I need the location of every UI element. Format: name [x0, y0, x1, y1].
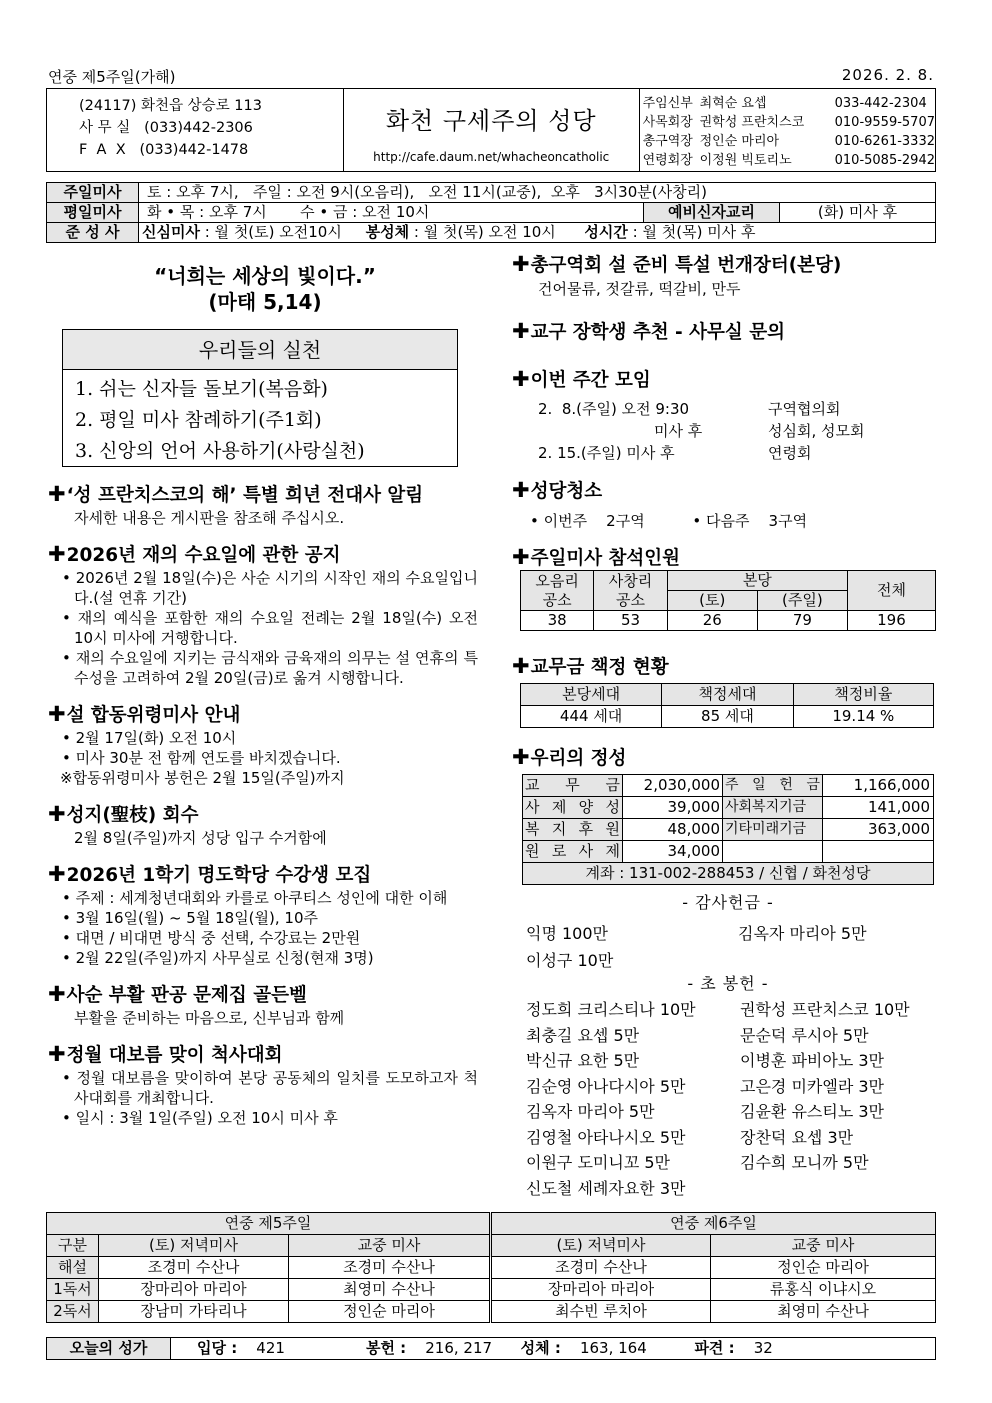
candle-title: - 초 봉헌 - — [687, 974, 769, 993]
att-value: 79 — [757, 611, 847, 631]
candle-entry: 김옥자 마리아 5만 — [526, 1102, 655, 1121]
thanks-entry: 김옥자 마리아 5만 — [738, 924, 867, 943]
notice-bullet: • 주제 : 세계청년대회와 카를로 아쿠티스 성인에 대한 이해 — [62, 889, 448, 907]
address: (24117) 화천읍 상승로 113 — [79, 98, 262, 114]
offer-label: 기타미래기금 — [723, 819, 823, 841]
notice-bullet: • 2월 17일(화) 오전 10시 — [62, 729, 237, 747]
left-notices — [48, 482, 478, 1128]
offer-amount: 141,000 — [823, 797, 934, 819]
levy-value: 444 세대 — [521, 706, 662, 728]
date: 2026. 2. 8. — [841, 66, 934, 84]
levy-header: 책정세대 — [662, 684, 793, 706]
scholar-title: ✚교구 장학생 추천 - 사무실 문의 — [512, 319, 785, 343]
candle-entry: 이병훈 파비아노 3만 — [740, 1051, 884, 1070]
notice-line: 자세한 내용은 게시판을 참조해 주십시오. — [74, 509, 345, 527]
att-value: 53 — [594, 611, 667, 631]
roster-col-label: 구분 — [47, 1235, 99, 1257]
roster-name: 최영미 수산나 — [711, 1301, 936, 1323]
notice-section — [48, 1042, 478, 1128]
notice-title: ✚‘성 프란치스코의 해’ 특별 희년 전대사 알림 — [48, 482, 424, 506]
staff-row — [643, 151, 935, 170]
staff-phone: 010-9559-5707 — [834, 115, 935, 130]
cleaning-title: ✚성당청소 — [512, 478, 603, 502]
offer-amount: 48,000 — [623, 819, 723, 841]
att-value: 196 — [847, 611, 935, 631]
staff-role: 총구역장 — [642, 134, 693, 149]
thanks-entry: 이성구 10만 — [526, 951, 614, 970]
practice-item: 2. 평일 미사 참례하기(주1회) — [75, 409, 322, 431]
cross-icon: ✚ — [48, 802, 66, 826]
staff-name: 정인순 마리아 — [699, 134, 780, 149]
cross-icon: ✚ — [48, 862, 66, 886]
meeting-row — [512, 442, 936, 464]
thanks-title: - 감사헌금 - — [682, 893, 774, 912]
candle-entry: 김순영 아나다시아 5만 — [526, 1076, 686, 1096]
info-box — [46, 88, 936, 172]
thanks-entry: 익명 100만 — [526, 924, 608, 943]
thanks-list — [526, 920, 936, 974]
roster-col-sat: (토) 저녁미사 — [491, 1235, 711, 1257]
offer-amount: 2,030,000 — [623, 775, 723, 797]
catechism-label: 예비신자교리 — [644, 203, 780, 223]
candle-entry: 정도희 크리스티나 10만 — [526, 1000, 696, 1019]
week-title: 연중 제5주일(가해) — [48, 68, 176, 86]
offer-amount: 363,000 — [823, 819, 934, 841]
cross-icon: ✚ — [48, 982, 66, 1006]
practice-title: 우리들의 실천 — [63, 330, 457, 370]
att-value: 38 — [521, 611, 594, 631]
notice-title: ✚정월 대보름 맞이 척사대회 — [48, 1042, 283, 1066]
offer-amount: 34,000 — [623, 841, 723, 863]
offer-amount — [823, 841, 934, 863]
att-h-total: 전체 — [847, 571, 935, 611]
levy-title: ✚교무금 책정 현황 — [512, 654, 669, 678]
meeting-event: 성심회, 성모회 — [768, 422, 865, 440]
practice-item: 1. 쉬는 신자들 돌보기(복음화) — [75, 378, 328, 400]
notice-bullet: • 정월 대보름을 맞이하여 본당 공동체의 일치를 도모하고자 척사대회를 개최합니다. — [62, 1069, 478, 1107]
sunday-mass-label: 주일미사 — [47, 183, 139, 203]
practice-item: 3. 신앙의 언어 사용하기(사랑실천) — [75, 440, 365, 462]
roster-role: 1독서 — [47, 1279, 99, 1301]
offer-label: 사 제 양 성 — [523, 797, 623, 819]
meeting-row — [512, 420, 936, 442]
att-h-sun: (주일) — [757, 591, 847, 611]
candle-entry: 신도철 세례자요한 3만 — [526, 1178, 686, 1198]
cafe-url[interactable]: http://cafe.daum.net/whacheoncatholic — [373, 150, 610, 164]
notice-section — [48, 862, 478, 968]
candle-entry: 박신규 요한 5만 — [526, 1051, 640, 1070]
notice-bullet: • 미사 30분 전 함께 연도를 바치겠습니다. — [62, 749, 341, 767]
sacrament-label: 준 성 사 — [47, 223, 139, 243]
offer-label: 교 무 금 — [523, 775, 623, 797]
office-phone: 사 무 실 (033)442-2306 — [79, 120, 253, 136]
sacrament-text: 신심미사 : 월 첫(토) 오전10시 봉성체 : 월 첫(목) 오전 10시 성시간 : 월 첫(목) 미사 후 — [139, 223, 936, 243]
offer-amount: 39,000 — [623, 797, 723, 819]
att-h-main: 본당 — [667, 571, 847, 591]
candle-entry: 김수희 모니까 5만 — [740, 1153, 869, 1172]
candle-entry: 최충길 요셉 5만 — [526, 1025, 640, 1045]
meeting-date: 2. 8.(주일) 오전 9:30 — [538, 400, 690, 418]
meeting-list — [512, 398, 936, 464]
notice-title: ✚설 합동위령미사 안내 — [48, 702, 241, 726]
att-h-sachangri: 사창리 공소 — [594, 571, 667, 611]
hymns-label: 오늘의 성가 — [47, 1338, 171, 1359]
staff-phone: 033-442-2304 — [834, 96, 927, 111]
attendance-title: ✚주일미사 참석인원 — [512, 545, 681, 569]
sunday-mass-text: 토 : 오후 7시, 주일 : 오전 9시(오음리), 오전 11시(교중), 오후 3시30분(사창리) — [139, 183, 936, 203]
roster-name: 정인순 마리아 — [289, 1301, 491, 1323]
meeting-title: ✚이번 주간 모임 — [512, 367, 651, 391]
levy-header: 책정비율 — [793, 684, 933, 706]
levy-value: 19.14 % — [793, 706, 933, 728]
cross-icon: ✚ — [48, 542, 66, 566]
staff-name: 이정원 빅토리노 — [699, 153, 792, 168]
practice-box — [62, 329, 458, 467]
meeting-row — [512, 398, 936, 420]
roster-name: 조경미 수산나 — [289, 1257, 491, 1279]
notice-line: 부활을 준비하는 마음으로, 신부님과 함께 — [74, 1009, 345, 1027]
att-h-sat: (토) — [667, 591, 757, 611]
notice-section — [48, 802, 478, 848]
candle-list — [526, 997, 936, 1201]
bank-account: 계좌 : 131-002-288453 / 신협 / 화천성당 — [523, 863, 934, 885]
notice-section — [48, 482, 478, 528]
weekday-mass-text: 화 • 목 : 오후 7시 수 • 금 : 오전 10시 — [139, 203, 644, 223]
offering-table — [522, 774, 934, 885]
notice-title: ✚사순 부활 판공 문제집 골든벨 — [48, 982, 307, 1006]
candle-entry: 김영철 아타나시오 5만 — [526, 1127, 686, 1147]
catechism-text: (화) 미사 후 — [780, 203, 936, 223]
notice-section — [48, 982, 478, 1028]
candle-entry: 장찬덕 요셉 3만 — [740, 1127, 854, 1147]
notice-title: ✚2026년 1학기 명도학당 수강생 모집 — [48, 862, 372, 886]
hymns-bar: 오늘의 성가 입당 : 421 봉헌 : 216, 217 성체 : 163, 164 파견 : 32 — [46, 1337, 936, 1360]
attendance-table — [520, 570, 936, 631]
notice-bullet: • 3월 16일(월) ~ 5월 18일(월), 10주 — [62, 909, 318, 927]
staff-row — [643, 113, 935, 132]
levy-header: 본당세대 — [521, 684, 662, 706]
staff-name: 권학성 프란치스코 — [699, 115, 805, 130]
market-title: ✚총구역회 설 준비 특설 번개장터(본당) — [512, 252, 842, 276]
notice-title: ✚2026년 재의 수요일에 관한 공지 — [48, 542, 341, 566]
candle-entry: 문순덕 루시아 5만 — [740, 1025, 869, 1045]
notice-bullet: • 2월 22일(주일)까지 사무실로 신청(현재 3명) — [62, 949, 374, 967]
roster-name: 장마리아 마리아 — [491, 1279, 711, 1301]
roster-col-main: 교중 미사 — [711, 1235, 936, 1257]
levy-table — [520, 683, 934, 728]
roster-col-main: 교중 미사 — [289, 1235, 491, 1257]
candle-entry: 권학성 프란치스코 10만 — [740, 1000, 910, 1019]
mass-schedule — [46, 182, 936, 243]
gospel-quote: “너희는 세상의 빛이다.” (마태 5,14) — [154, 264, 376, 314]
market-text: 건어물류, 젓갈류, 떡갈비, 만두 — [538, 280, 741, 298]
roster-name: 조경미 수산나 — [491, 1257, 711, 1279]
roster-week5: 연중 제5주일 — [47, 1213, 491, 1235]
staff-phone: 010-5085-2942 — [834, 153, 935, 168]
roster-name: 정인순 마리아 — [711, 1257, 936, 1279]
candle-entry: 김윤환 유스티노 3만 — [740, 1102, 884, 1121]
roster-name: 류홍식 이냐시오 — [711, 1279, 936, 1301]
notice-title: ✚성지(聖枝) 회수 — [48, 802, 199, 826]
offer-label: 원 로 사 제 — [523, 841, 623, 863]
roster-week6: 연중 제6주일 — [491, 1213, 936, 1235]
roster-col-sat: (토) 저녁미사 — [99, 1235, 289, 1257]
meeting-date: 미사 후 — [654, 422, 703, 440]
cross-icon: ✚ — [48, 482, 66, 506]
meeting-date: 2. 15.(주일) 미사 후 — [538, 444, 675, 462]
notice-bullet: • 재의 예식을 포함한 재의 수요일 전례는 2월 18일(수) 오전 10시 미사에 거행합니다. — [62, 609, 478, 647]
staff-name: 최혁순 요셉 — [699, 96, 767, 111]
offering-title: ✚우리의 정성 — [512, 745, 627, 769]
att-h-oeumri: 오음리 공소 — [521, 571, 594, 611]
offer-label: 사회복지기금 — [723, 797, 823, 819]
roster-name: 최영미 수산나 — [289, 1279, 491, 1301]
staff-role: 주임신부 — [642, 96, 693, 111]
staff-role: 사목회장 — [642, 115, 693, 130]
offer-amount: 1,166,000 — [823, 775, 934, 797]
roster-row — [47, 1279, 936, 1301]
staff-role: 연령회장 — [642, 153, 693, 168]
offer-label: 주 일 헌 금 — [723, 775, 823, 797]
offer-label — [723, 841, 823, 863]
notice-bullet: • 일시 : 3월 1일(주일) 오전 10시 미사 후 — [62, 1109, 338, 1127]
offer-label: 복 지 후 원 — [523, 819, 623, 841]
notice-note: ※합동위령미사 봉헌은 2월 15일(주일)까지 — [60, 769, 345, 787]
att-value: 26 — [667, 611, 757, 631]
fax: F A X (033)442-1478 — [79, 142, 249, 158]
roster-name: 장남미 가타리나 — [99, 1301, 289, 1323]
notice-bullet: • 2026년 2월 18일(수)은 사순 시기의 시작인 재의 수요일입니다.(설 연휴 기간) — [62, 569, 478, 607]
right-column — [512, 252, 936, 571]
roster-role: 해설 — [47, 1257, 99, 1279]
candle-entry: 이원구 도미니꼬 5만 — [526, 1153, 670, 1172]
roster-name: 장마리아 마리아 — [99, 1279, 289, 1301]
staff-row — [643, 94, 935, 113]
church-name: 화천 구세주의 성당 — [385, 107, 597, 135]
roster-name: 최수빈 루치아 — [491, 1301, 711, 1323]
candle-entry: 고은경 미카엘라 3만 — [740, 1076, 884, 1096]
cleaning-text: • 이번주 2구역 • 다음주 3구역 — [530, 512, 808, 530]
roster-row — [47, 1301, 936, 1323]
roster-name: 조경미 수산나 — [99, 1257, 289, 1279]
weekday-mass-label: 평일미사 — [47, 203, 139, 223]
notice-section — [48, 702, 478, 788]
roster-table — [46, 1212, 936, 1323]
staff-list — [640, 89, 935, 171]
meeting-event: 연령회 — [768, 444, 812, 462]
meeting-event: 구역협의회 — [768, 400, 841, 418]
roster-row — [47, 1257, 936, 1279]
notice-section — [48, 542, 478, 688]
staff-phone: 010-6261-3332 — [834, 134, 935, 149]
cross-icon: ✚ — [48, 1042, 66, 1066]
notice-bullet: • 대면 / 비대면 방식 중 선택, 수강료는 2만원 — [62, 929, 361, 947]
notice-line: 2월 8일(주일)까지 성당 입구 수거함에 — [74, 829, 327, 847]
notice-bullet: • 재의 수요일에 지키는 금식재와 금육재의 의무는 설 연휴의 특수성을 고려하여 2월 20일(금)로 옮겨 시행합니다. — [62, 649, 478, 687]
staff-row — [643, 132, 935, 151]
roster-role: 2독서 — [47, 1301, 99, 1323]
levy-value: 85 세대 — [662, 706, 793, 728]
cross-icon: ✚ — [48, 702, 66, 726]
